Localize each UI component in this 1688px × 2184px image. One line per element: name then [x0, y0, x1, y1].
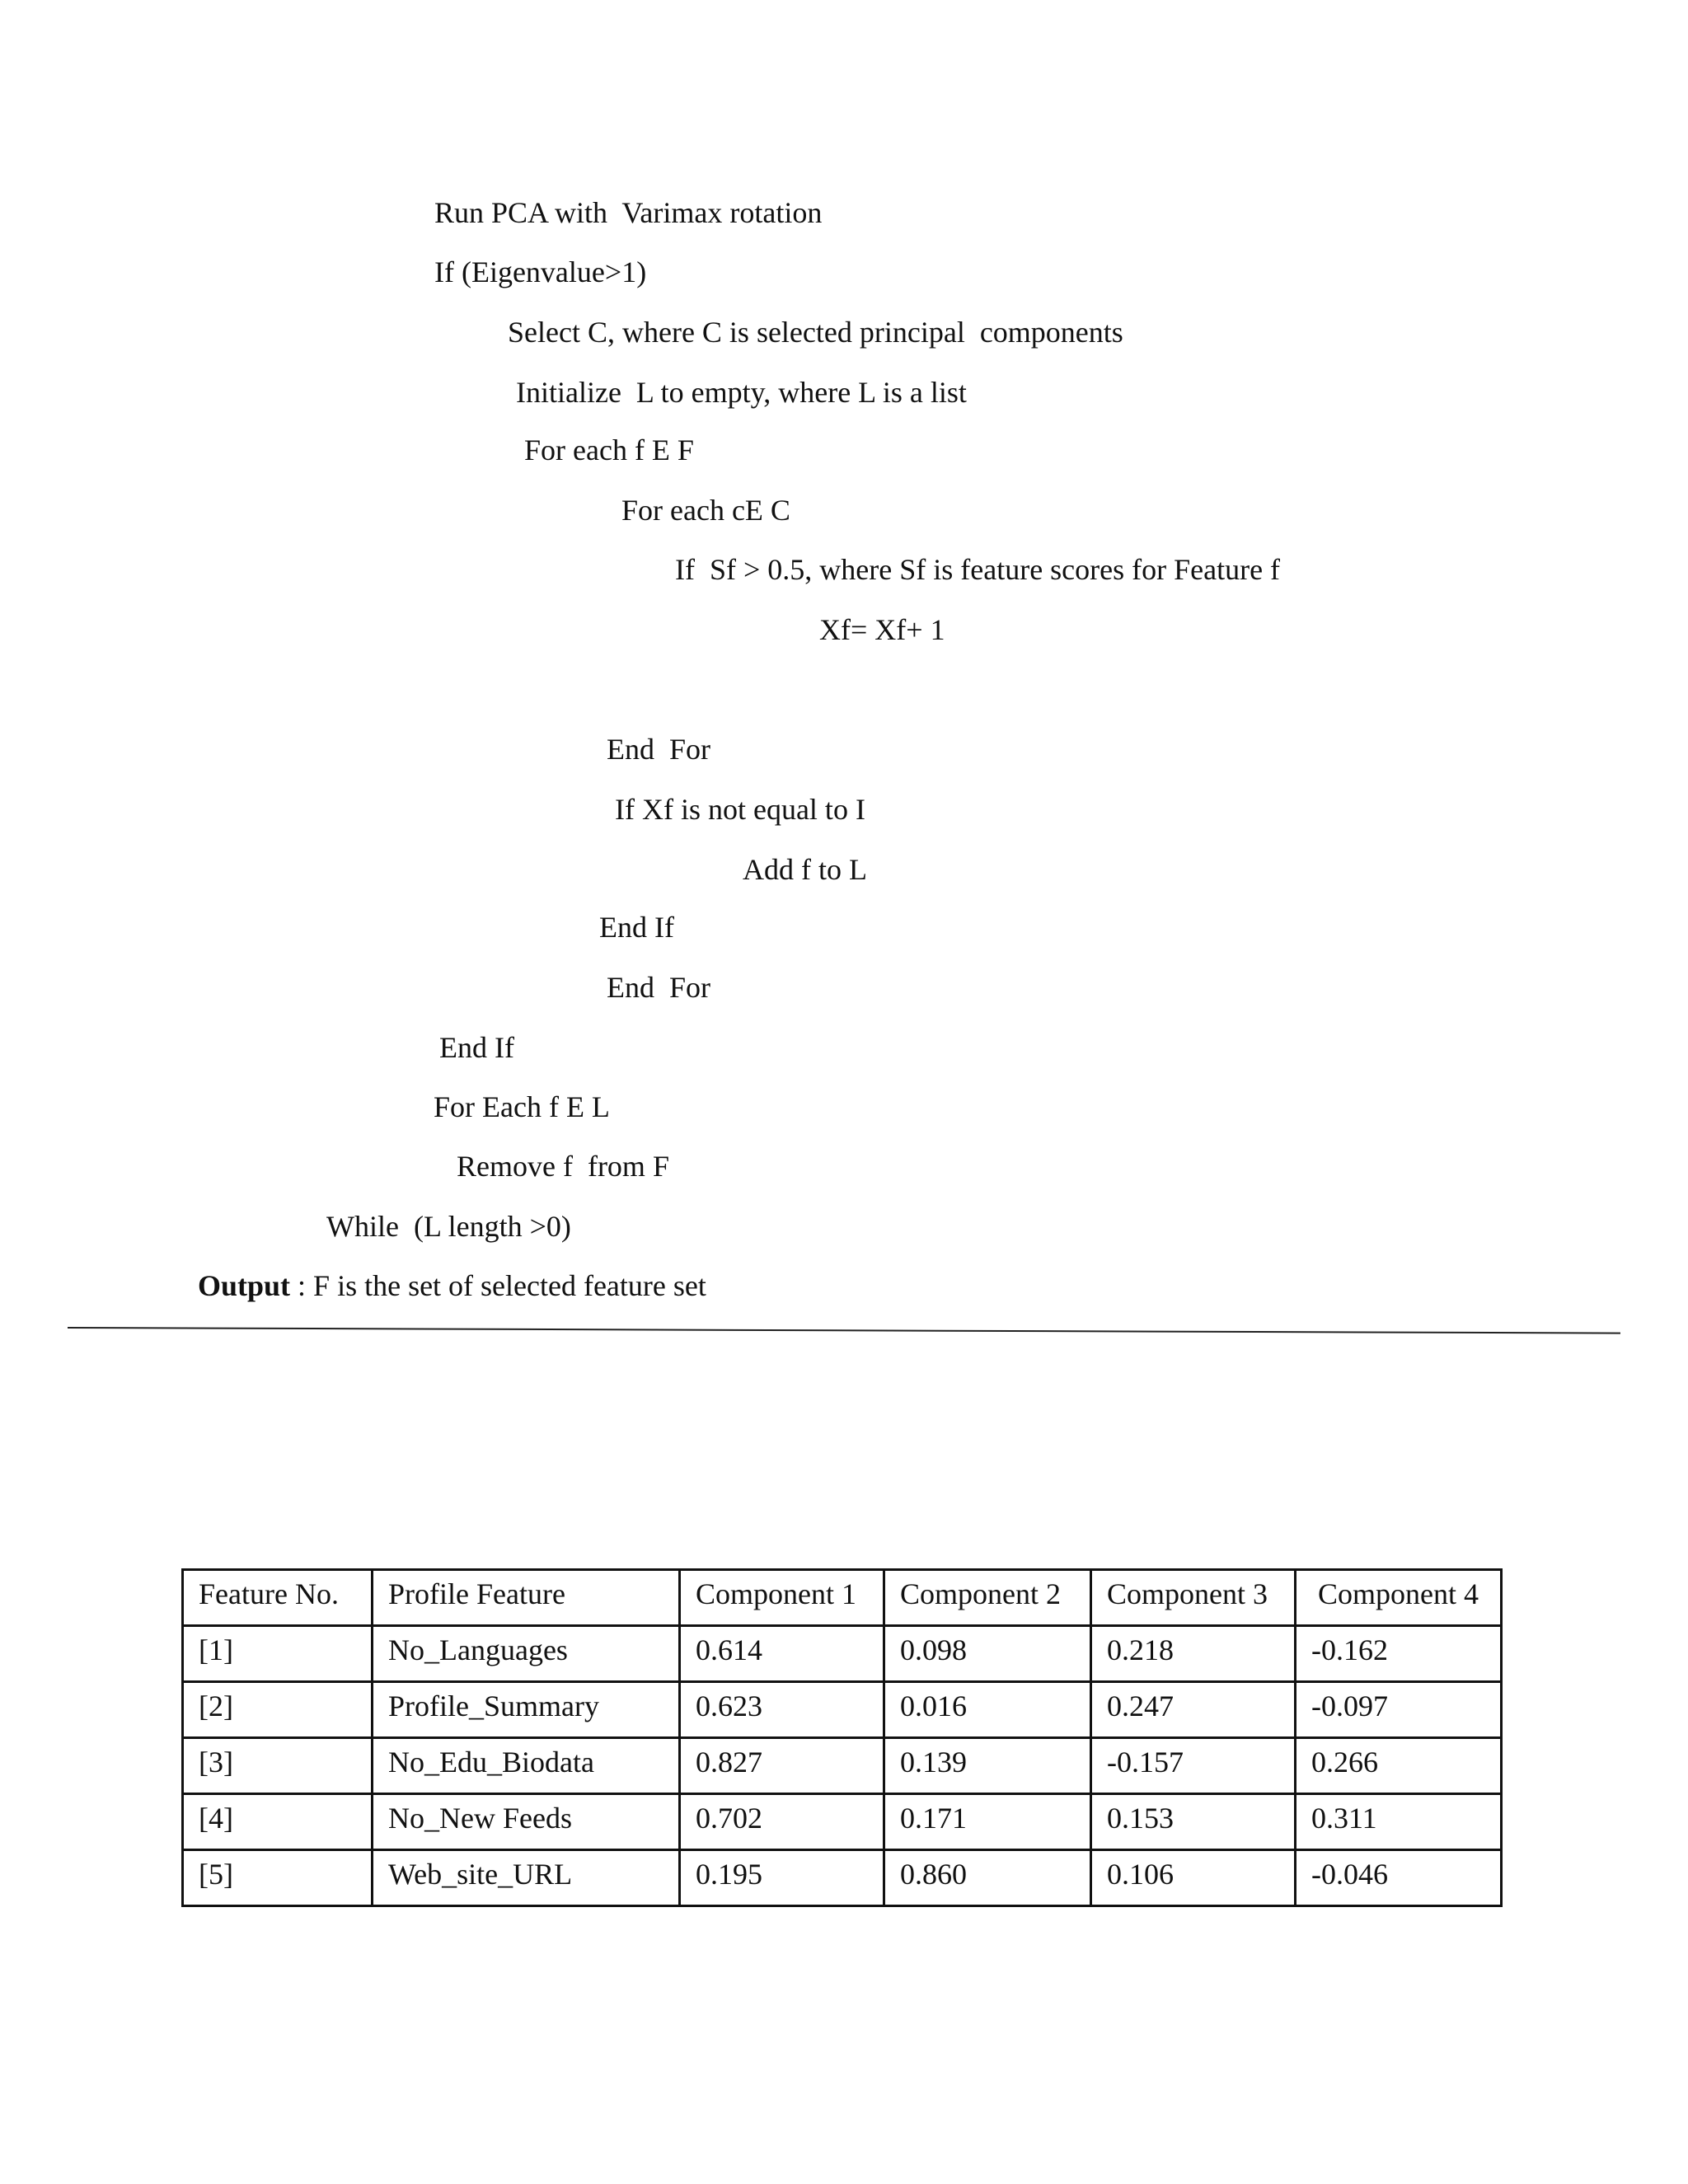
- algorithm-line: If Sf > 0.5, where Sf is feature scores for Feature f: [675, 553, 1281, 586]
- table-cell: 0.860: [884, 1850, 1091, 1906]
- algorithm-line: Run PCA with Varimax rotation: [434, 196, 823, 229]
- table-cell: [1]: [183, 1626, 373, 1682]
- table-cell: 0.153: [1091, 1794, 1296, 1850]
- algorithm-line: End If: [439, 1031, 514, 1064]
- table-header-cell: Component 4: [1296, 1570, 1502, 1626]
- table-header-cell: Component 1: [680, 1570, 884, 1626]
- table-cell: -0.162: [1296, 1626, 1502, 1682]
- algorithm-output: [198, 1268, 706, 1304]
- table-cell: -0.097: [1296, 1682, 1502, 1738]
- table-cell: 0.266: [1296, 1738, 1502, 1794]
- table-header-cell: Component 3: [1091, 1570, 1296, 1626]
- table-row: [183, 1626, 1502, 1682]
- table-cell: 0.702: [680, 1794, 884, 1850]
- table-header-row: [183, 1570, 1502, 1626]
- algorithm-line: If (Eigenvalue>1): [434, 255, 647, 288]
- table-cell: 0.106: [1091, 1850, 1296, 1906]
- table-cell: 0.139: [884, 1738, 1091, 1794]
- algorithm-line: End For: [607, 971, 710, 1004]
- table-cell: 0.098: [884, 1626, 1091, 1682]
- table-cell: [4]: [183, 1794, 373, 1850]
- algorithm-line: For Each f E L: [434, 1090, 610, 1123]
- table-cell: 0.195: [680, 1850, 884, 1906]
- table-cell: [2]: [183, 1682, 373, 1738]
- algorithm-line: Select C, where C is selected principal components: [508, 316, 1123, 349]
- table-cell: 0.311: [1296, 1794, 1502, 1850]
- table-cell: 0.016: [884, 1682, 1091, 1738]
- table-header-cell: Profile Feature: [373, 1570, 680, 1626]
- table-cell: No_Languages: [373, 1626, 680, 1682]
- algorithm-line: If Xf is not equal to I: [615, 793, 865, 826]
- table-cell: 0.614: [680, 1626, 884, 1682]
- table-header-cell: Component 2: [884, 1570, 1091, 1626]
- table-row: [183, 1682, 1502, 1738]
- algorithm-line: For each f E F: [524, 434, 694, 466]
- output-text: : F is the set of selected feature set: [290, 1269, 706, 1302]
- table-cell: -0.046: [1296, 1850, 1502, 1906]
- algorithm-line: For each cE C: [621, 494, 790, 527]
- output-label: Output: [198, 1269, 291, 1302]
- component-loadings-table: [181, 1568, 1503, 1907]
- table-cell: 0.218: [1091, 1626, 1296, 1682]
- table-row: [183, 1794, 1502, 1850]
- table-cell: 0.827: [680, 1738, 884, 1794]
- algorithm-line: Remove f from F: [457, 1150, 669, 1183]
- table-cell: [3]: [183, 1738, 373, 1794]
- algorithm-line: Initialize L to empty, where L is a list: [516, 376, 967, 409]
- table-cell: 0.171: [884, 1794, 1091, 1850]
- algorithm-line: End If: [599, 911, 674, 944]
- table-cell: Profile_Summary: [373, 1682, 680, 1738]
- table-cell: [5]: [183, 1850, 373, 1906]
- algorithm-line: End For: [607, 733, 710, 766]
- table-row: [183, 1850, 1502, 1906]
- algorithm-line: While (L length >0): [326, 1210, 571, 1243]
- table-row: [183, 1738, 1502, 1794]
- algorithm-line: Xf= Xf+ 1: [819, 613, 945, 646]
- table-header-cell: Feature No.: [183, 1570, 373, 1626]
- table-cell: Web_site_URL: [373, 1850, 680, 1906]
- horizontal-rule: [68, 1327, 1620, 1334]
- table-cell: -0.157: [1091, 1738, 1296, 1794]
- table-cell: No_Edu_Biodata: [373, 1738, 680, 1794]
- algorithm-line: Add f to L: [743, 853, 867, 886]
- table-cell: 0.247: [1091, 1682, 1296, 1738]
- table-cell: 0.623: [680, 1682, 884, 1738]
- table-cell: No_New Feeds: [373, 1794, 680, 1850]
